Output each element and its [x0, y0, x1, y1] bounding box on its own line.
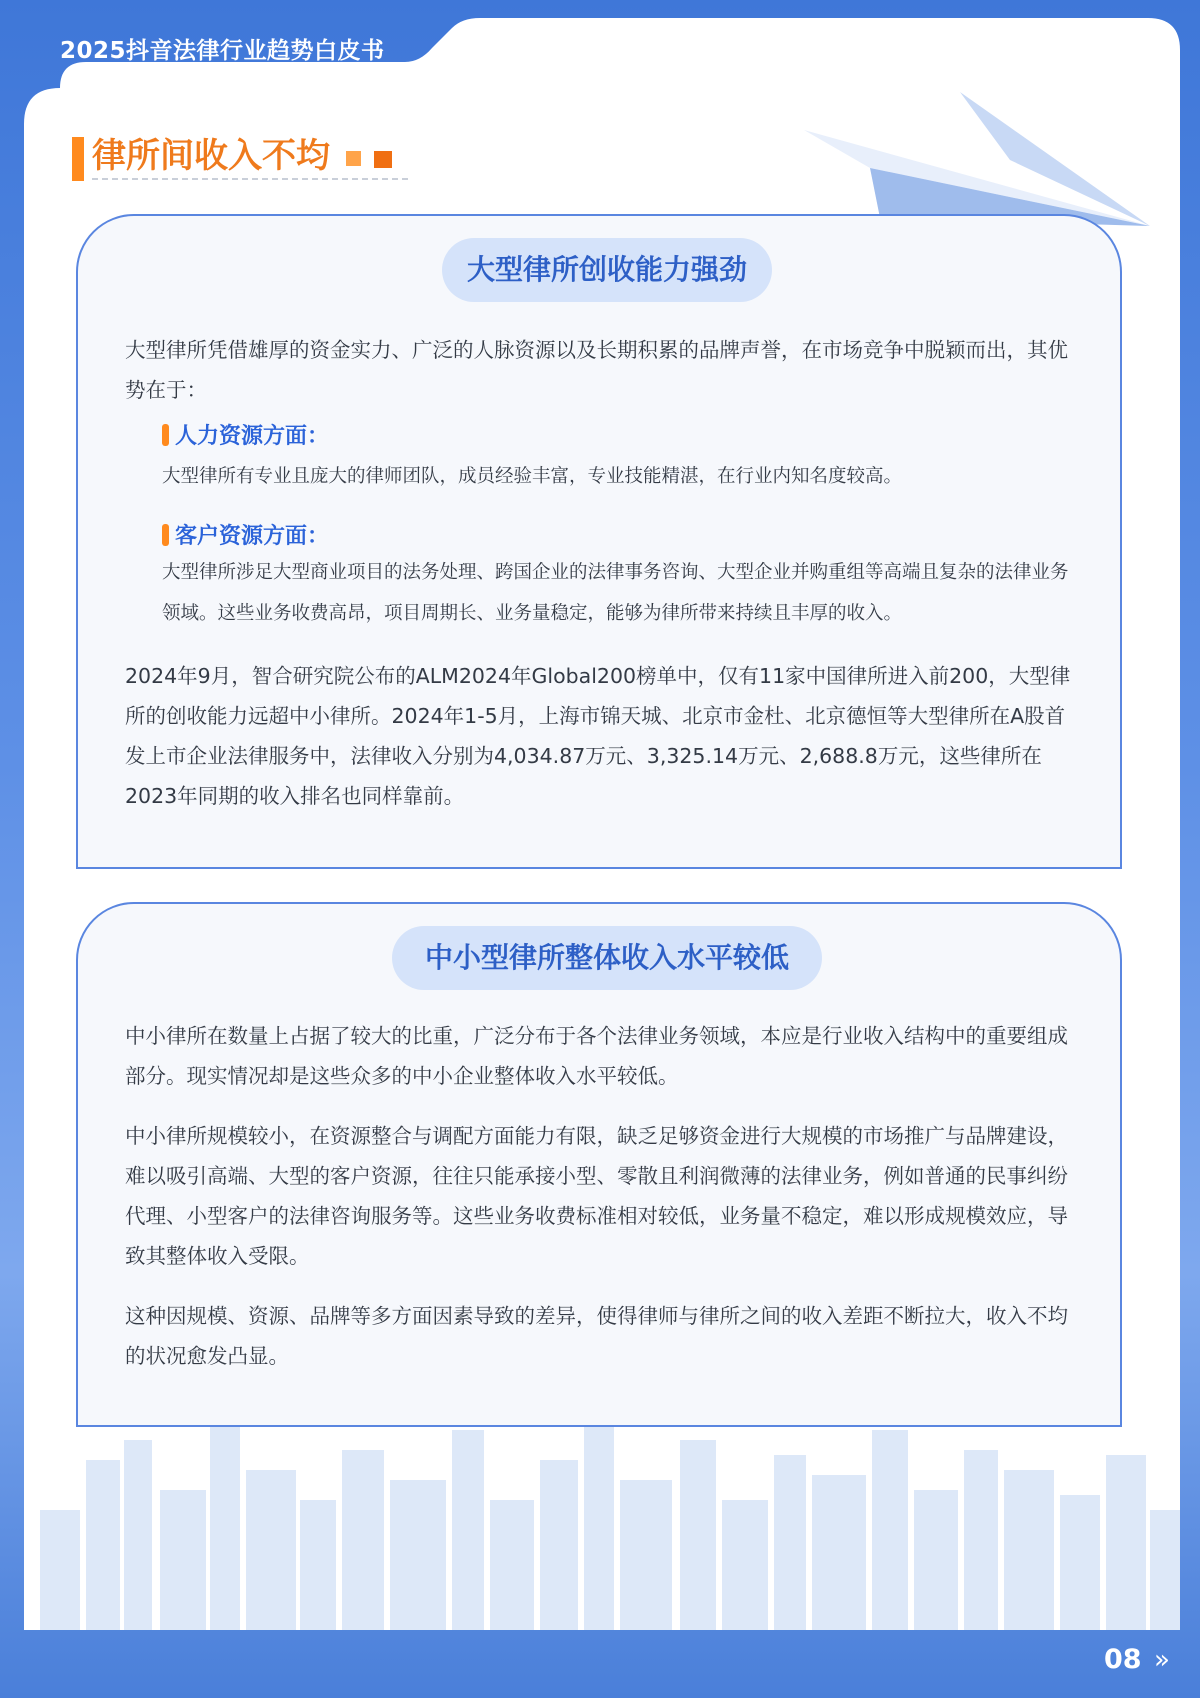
- subhead-label: 人力资源方面：: [175, 424, 330, 449]
- card-title: 中小型律所整体收入水平较低: [392, 926, 822, 990]
- heading-decor-square: [374, 151, 392, 168]
- heading-divider: [92, 178, 408, 180]
- card-title: 大型律所创收能力强劲: [442, 238, 772, 302]
- client-resources-text: 大型律所涉足大型商业项目的法务处理、跨国企业的法律事务咨询、大型企业并购重组等高端且复杂的法律业务领域。这些业务收费高昂，项目周期长、业务量稳定，能够为律所带来持续且丰厚的收入。: [162, 562, 1069, 624]
- double-chevron-right-icon[interactable]: »: [1154, 1645, 1170, 1675]
- card-intro: 大型律所凭借雄厚的资金实力、广泛的人脉资源以及长期积累的品牌声誉，在市场竞争中脱颖而出，其优势在于：: [125, 338, 1068, 402]
- subhead-accent-bar: [162, 524, 169, 546]
- section-title: 律所间收入不均: [92, 136, 330, 176]
- paragraph-1: 中小律所在数量上占据了较大的比重，广泛分布于各个法律业务领域，本应是行业收入结构中的重要组成部分。现实情况却是这些众多的中小企业整体收入水平较低。: [125, 1024, 1068, 1088]
- client-resources-heading: [162, 522, 329, 552]
- human-resources-text: 大型律所有专业且庞大的律师团队，成员经验丰富，专业技能精湛，在行业内知名度较高。: [162, 466, 903, 487]
- small-firms-card: [76, 902, 1122, 1427]
- human-resources-heading: [162, 422, 329, 452]
- report-title: 2025抖音法律行业趋势白皮书: [60, 38, 385, 64]
- subhead-accent-bar: [162, 424, 169, 446]
- paragraph-2: 中小律所规模较小，在资源整合与调配方面能力有限，缺乏足够资金进行大规模的市场推广与品牌建设，难以吸引高端、大型的客户资源，往往只能承接小型、零散且利润微薄的法律业务，例如普通的民事纠纷代理、小型客户的法律咨询服务等。这些业务收费标准相对较低，业务量不稳定，难以形成规模效应，导致其整体收入受限。: [125, 1124, 1068, 1268]
- evidence-paragraph: 2024年9月，智合研究院公布的ALM2024年Global200榜单中，仅有11家中国律所进入前200，大型律所的创收能力远超中小律所。2024年1-5月，上海市锦天城、北京市金杜、北京德恒等大型律所在A股首发上市企业法律服务中，法律收入分别为4,034.87万元、3,325.14万元、2,688.8万元，这些律所在2023年同期的收入排名也同样靠前。: [125, 664, 1071, 808]
- heading-accent-bar: [72, 137, 84, 181]
- large-firms-card: [76, 214, 1122, 869]
- heading-decor-square: [346, 151, 361, 166]
- paragraph-3: 这种因规模、资源、品牌等多方面因素导致的差异，使得律师与律所之间的收入差距不断拉大，收入不均的状况愈发凸显。: [125, 1304, 1068, 1368]
- page-number: 08: [1104, 1644, 1142, 1675]
- subhead-label: 客户资源方面：: [175, 524, 330, 549]
